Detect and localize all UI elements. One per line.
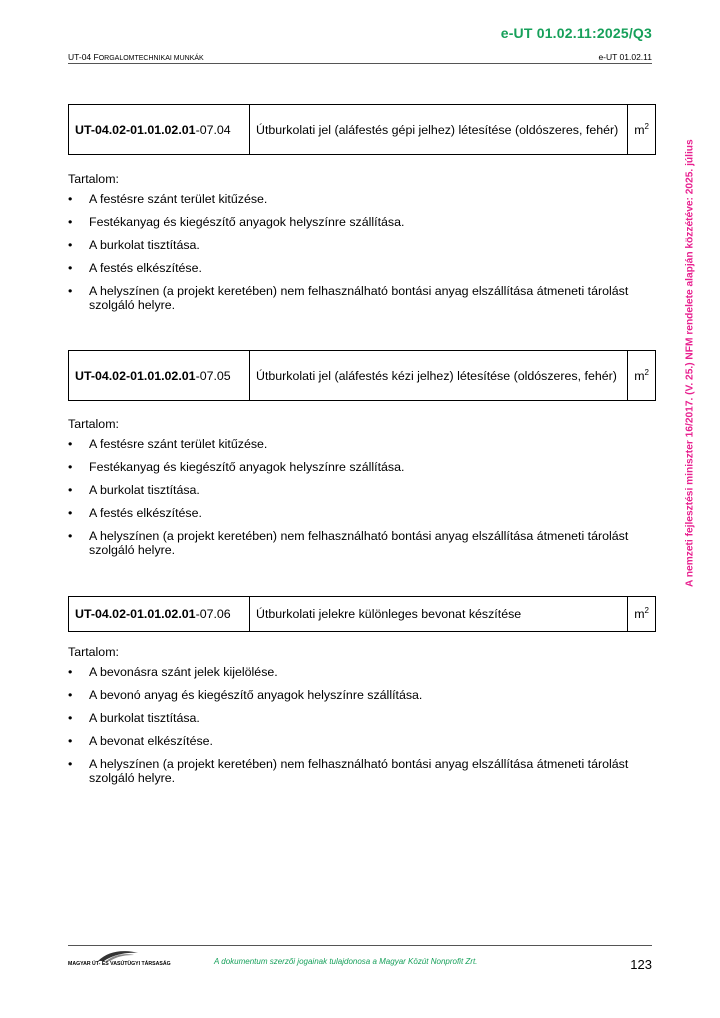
item-table — [68, 104, 656, 155]
document-code: e-UT 01.02.11:2025/Q3 — [500, 25, 652, 41]
content-list — [68, 437, 638, 557]
item-description: Útburkolati jel (aláfestés kézi jelhez) létesítése (oldószeres, fehér) — [250, 351, 628, 401]
list-item: • A bevonó anyag és kiegészítő anyagok helyszínre szállítása. — [68, 688, 423, 702]
item-description: Útburkolati jelekre különleges bevonat készítése — [250, 597, 628, 632]
page-number: 123 — [630, 957, 652, 972]
publication-side-note: A nemzeti fejlesztési miniszter 16/2017. (V. 25.) NFM rendelete alapján közzétéve: 2025. július — [684, 139, 696, 588]
list-item: • A helyszínen (a projekt keretében) nem felhasználható bontási anyag elszállítása átmeneti tárolást szolgáló helyre. — [68, 757, 629, 785]
item-code-bold: UT-04.02-01.01.02.01 — [75, 607, 196, 621]
list-item: • A bevonásra szánt jelek kijelölése. — [68, 665, 278, 679]
association-logo-text: MAGYAR ÚT- ÉS VASÚTÜGYI TÁRSASÁG — [68, 961, 171, 967]
item-content — [68, 172, 638, 321]
bullet-icon: • — [68, 483, 73, 497]
item-code-suffix: -07.04 — [195, 122, 231, 137]
item-code-bold: UT-04.02-01.01.02.01 — [75, 368, 196, 383]
header-left-smallcaps: ORGALOMTECHNIKAI MUNKÁK — [98, 55, 204, 62]
content-label: Tartalom: — [68, 417, 119, 431]
bullet-icon: • — [68, 192, 73, 206]
list-item: • A festésre szánt terület kitűzése. — [68, 437, 268, 451]
bullet-icon: • — [68, 238, 73, 252]
list-item: • Festékanyag és kiegészítő anyagok helyszínre szállítása. — [68, 460, 405, 474]
content-list — [68, 192, 638, 312]
header-rule — [68, 63, 652, 64]
bullet-icon: • — [68, 284, 73, 298]
bullet-icon: • — [68, 529, 73, 543]
bullet-icon: • — [68, 734, 73, 748]
item-code — [69, 597, 250, 632]
list-item: • A helyszínen (a projekt keretében) nem felhasználható bontási anyag elszállítása átmeneti tárolást szolgáló helyre. — [68, 284, 629, 312]
running-header-left — [68, 52, 204, 62]
item-code — [69, 105, 250, 155]
list-item: • A helyszínen (a projekt keretében) nem felhasználható bontási anyag elszállítása átmeneti tárolást szolgáló helyre. — [68, 529, 629, 557]
item-unit: $m^2$ — [628, 597, 656, 632]
bullet-icon: • — [68, 506, 73, 520]
copyright-notice: A dokumentum szerzői jogainak tulajdonosa a Magyar Közút Nonprofit Zrt. — [214, 957, 478, 966]
item-code — [69, 351, 250, 401]
list-item: • A burkolat tisztítása. — [68, 483, 200, 497]
item-content — [68, 417, 638, 566]
list-item: • A bevonat elkészítése. — [68, 734, 213, 748]
bullet-icon: • — [68, 215, 73, 229]
bullet-icon: • — [68, 261, 73, 275]
list-item: • A festésre szánt terület kitűzése. — [68, 192, 268, 206]
bullet-icon: • — [68, 711, 73, 725]
content-list — [68, 665, 638, 785]
list-item: • A festés elkészítése. — [68, 506, 202, 520]
item-code-suffix: -07.05 — [195, 368, 231, 383]
item-table — [68, 596, 656, 632]
header-left-prefix: UT-04 F — [68, 52, 99, 62]
item-description: Útburkolati jel (aláfestés gépi jelhez) létesítése (oldószeres, fehér) — [250, 105, 628, 155]
item-code-suffix: -07.06 — [195, 607, 231, 621]
content-label: Tartalom: — [68, 645, 119, 659]
item-code-bold: UT-04.02-01.01.02.01 — [75, 122, 196, 137]
bullet-icon: • — [68, 688, 73, 702]
bullet-icon: • — [68, 460, 73, 474]
item-unit: $m^2$ — [628, 351, 656, 401]
item-table — [68, 350, 656, 401]
running-header-right: e-UT 01.02.11 — [598, 52, 652, 62]
bullet-icon: • — [68, 437, 73, 451]
bullet-icon: • — [68, 757, 73, 771]
item-unit: $m^2$ — [628, 105, 656, 155]
item-content — [68, 645, 638, 794]
association-logo — [68, 949, 158, 971]
list-item: • A festés elkészítése. — [68, 261, 202, 275]
bullet-icon: • — [68, 665, 73, 679]
list-item: • A burkolat tisztítása. — [68, 711, 200, 725]
content-label: Tartalom: — [68, 172, 119, 186]
list-item: • A burkolat tisztítása. — [68, 238, 200, 252]
list-item: • Festékanyag és kiegészítő anyagok helyszínre szállítása. — [68, 215, 405, 229]
footer-rule — [68, 945, 652, 946]
